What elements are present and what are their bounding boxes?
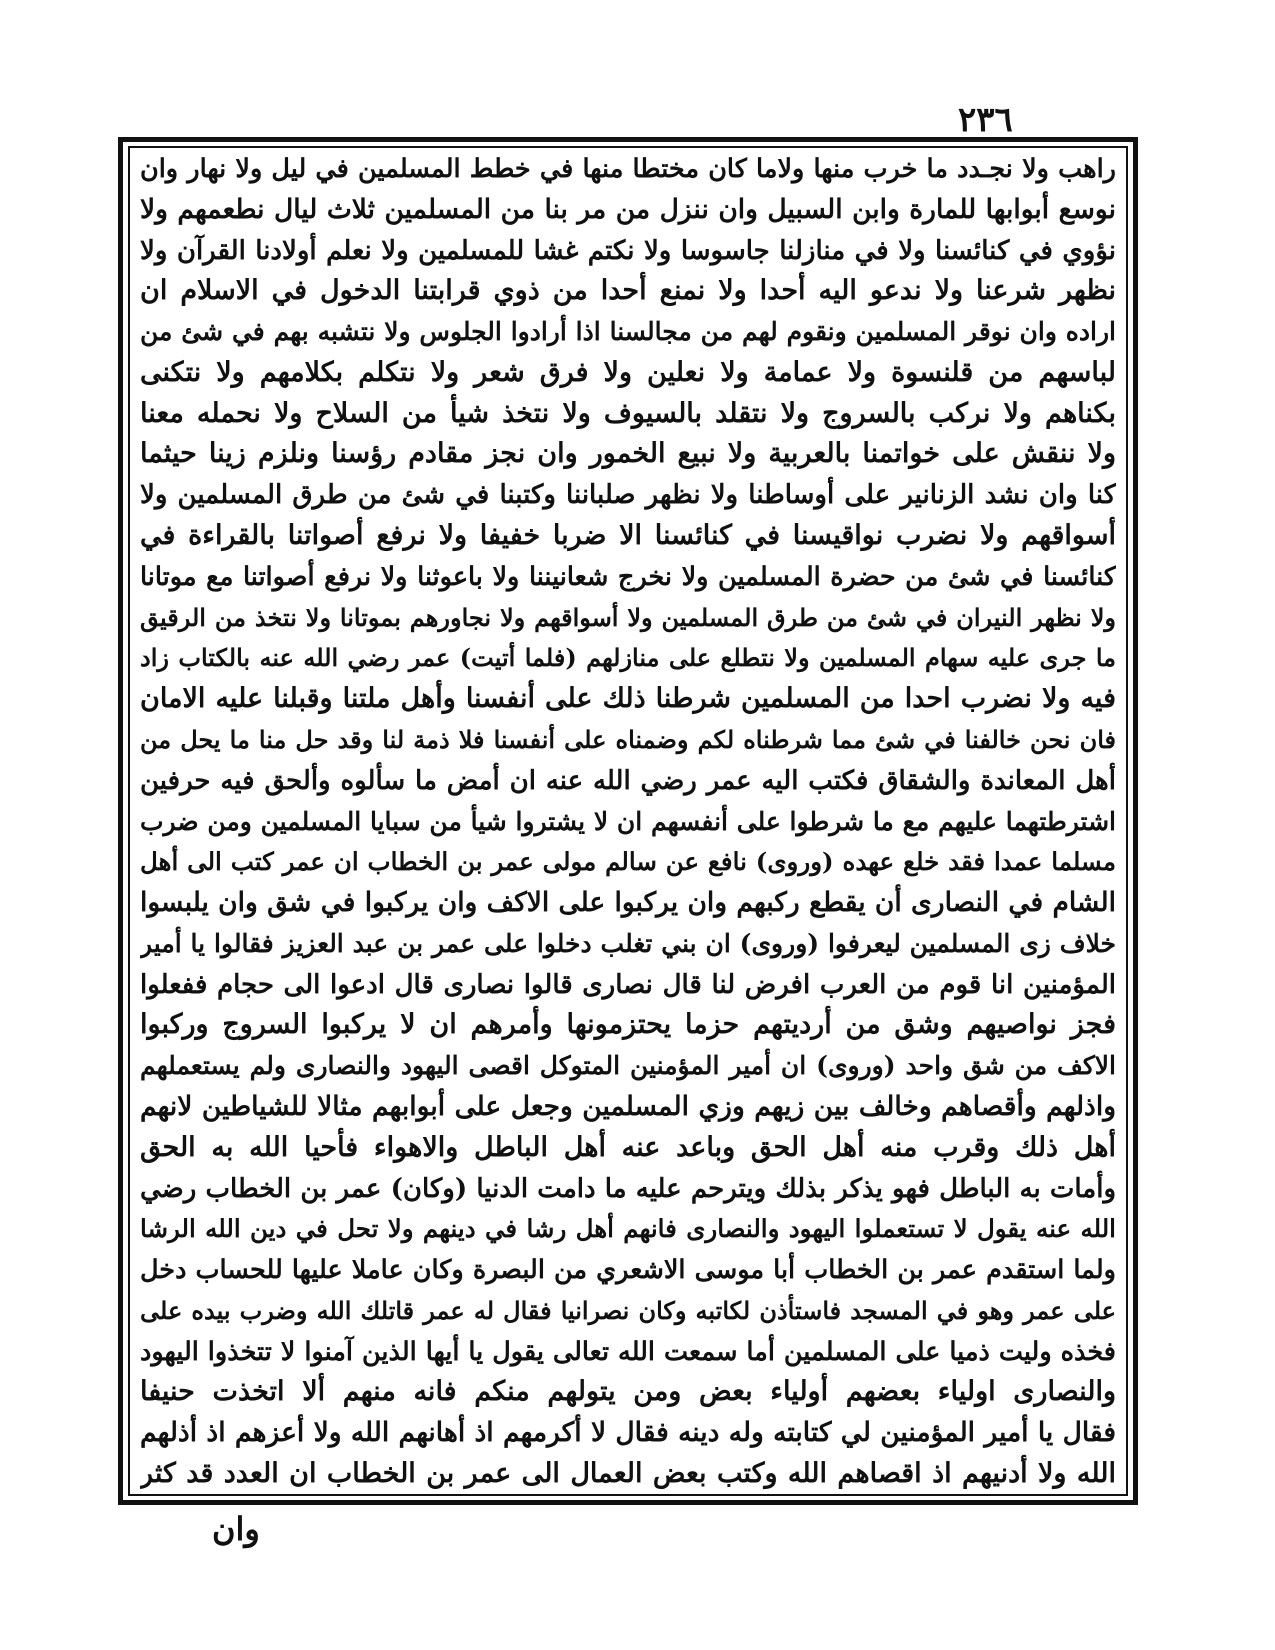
catchword: وان [212,1510,260,1548]
text-line: وأمات به الباطل فهو يذكر بذلك ويترحم عليه ما دامت الدنيا (وكان) عمر بن الخطاب رضي [140,1173,1116,1204]
text-line: على عمر وهو في المسجد فاستأذن لكاتبه وكان نصرانيا فقال له عمر قاتلك الله وضرب بيده على [140,1295,1116,1325]
text-line: فجز نواصيهم وشق من أرديتهم حزما يحتزمونها وأمرهم ان لا يركبوا السروج وركبوا [140,1009,1116,1041]
text-line: نوسع أبوابها للمارة وابن السبيل وان ننزل من مر بنا من المسلمين ثلاث ليال نطعمهم ولا [140,193,1116,225]
text-line: والنصارى اولياء بعضهم أولياء بعض ومن يتولهم منكم فانه منهم ألا اتخذت حنيفا [140,1376,1116,1408]
text-line: فخذه وليت ذميا على المسلمين أما سمعت الله تعالى يقول يا أيها الذين آمنوا لا تتخذوا اليهود [140,1336,1116,1367]
text-line: فقال يا أمير المؤمنين لي كتابته وله دينه فقال لا أكرمهم اذ أهانهم الله ولا أعزهم اذ أذلهم [140,1417,1116,1449]
text-line: ولا نظهر النيران في شئ من طرق المسلمين ولا أسواقهم ولا نجاورهم بموتانا ولا نتخذ من الرقيق [140,602,1116,632]
text-line: فان نحن خالفنا في شئ مما شرطناه لكم وضمناه على أنفسنا فلا ذمة لنا وقد حل منا ما يحل من [140,724,1116,754]
text-line: نظهر شرعنا ولا ندعو اليه أحدا ولا نمنع أحدا من ذوي قرابتنا الدخول في الاسلام ان [140,275,1116,307]
text-line: كنا وان نشد الزنانير على أوساطنا ولا نظهر صلباننا وكتبنا في شئ من طرق المسلمين ولا [140,480,1116,511]
text-line: اراده وان نوقر المسلمين ونقوم لهم من مجالسنا اذا أرادوا الجلوس ولا نتشبه بهم في شئ من [140,317,1116,347]
text-line: أسواقهم ولا نضرب نواقيسنا في كنائسنا الا ضربا خفيفا ولا نرفع أصواتنا بالقراءة في [140,520,1116,552]
text-line: فيه ولا نضرب احدا من المسلمين شرطنا ذلك على أنفسنا وأهل ملتنا وقبلنا عليه الامان [140,683,1116,715]
text-line: ولما استقدم عمر بن الخطاب أبا موسى الاشعري من البصرة وكان عاملا عليها للحساب دخل [140,1255,1116,1286]
text-line: واذلهم وأقصاهم وخالف بين زيهم وزي المسلمين وجعل على أبوابهم مثالا للشياطين لانهم [140,1090,1116,1122]
text-line: المؤمنين انا قوم من العرب افرض لنا قال نصارى قالوا نصارى قال ادعوا الى حجام ففعلوا [140,969,1116,1000]
text-line: خلاف زى المسلمين ليعرفوا (وروى) ان بني تغلب دخلوا على عمر بن عبد العزيز فقالوا يا أمير [140,928,1116,958]
text-line: نؤوي في كنائسنا ولا في منازلنا جاسوسا ولا نكتم غشا للمسلمين ولا نعلم أولادنا القرآن ولا [140,235,1116,266]
text-line: أهل المعاندة والشقاق فكتب اليه عمر رضي الله عنه ان أمض ما سألوه وألحق فيه حرفين [140,765,1116,796]
text-line: مسلما عمدا فقد خلع عهده (وروى) نافع عن سالم مولى عمر بن الخطاب ان عمر كتب الى أهل [140,847,1116,877]
text-line: أهل ذلك وقرب منه أهل الحق وباعد عنه أهل الباطل والاهواء فأحيا الله به الحق [140,1131,1116,1163]
text-line: ولا ننقش على خواتمنا بالعربية ولا نبيع الخمور وان نجز مقادم رؤسنا ونلزم زينا حيثما [140,438,1116,470]
text-line: ما جرى عليه سهام المسلمين ولا نتطلع على منازلهم (فلما أتيت) عمر رضي الله عنه بالكتاب زاد [140,643,1116,673]
text-line: الله ولا أدنيهم اذ اقصاهم الله وكتب بعض العمال الى عمر بن الخطاب ان العدد قد كثر [140,1458,1116,1489]
text-line: الشام في النصارى أن يقطع ركبهم وان يركبوا على الاكف وان يركبوا في شق وان يلبسوا [140,887,1116,919]
text-block [140,148,1116,1494]
text-line: لباسهم من قلنسوة ولا عمامة ولا نعلين ولا فرق شعر ولا نتكلم بكلامهم ولا نتكنى [140,356,1116,388]
text-line: الله عنه يقول لا تستعملوا اليهود والنصارى فانهم أهل رشا في دينهم ولا تحل في دين الله الرشا [140,1214,1116,1244]
text-line: كنائسنا في شئ من حضرة المسلمين ولا نخرج شعانيننا ولا باعوثنا ولا نرفع أصواتنا مع موتانا [140,561,1116,592]
text-line: بكناهم ولا نركب بالسروج ولا نتقلد بالسيوف ولا نتخذ شيأ من السلاح ولا نحمله معنا [140,397,1116,429]
text-line: اشترطتهما عليهم مع ما شرطوا على أنفسهم ان لا يشتروا شيأ من سبايا المسلمين ومن ضرب [140,806,1116,836]
text-line: راهب ولا نجـدد ما خرب منها ولاما كان مختطا منها في خطط المسلمين في ليل ولا نهار وان [140,154,1116,184]
text-line: الاكف من شق واحد (وروى) ان أمير المؤمنين المتوكل اقصى اليهود والنصارى ولم يستعملهم [140,1051,1116,1081]
page-number: ٢٣٦ [958,100,1013,140]
